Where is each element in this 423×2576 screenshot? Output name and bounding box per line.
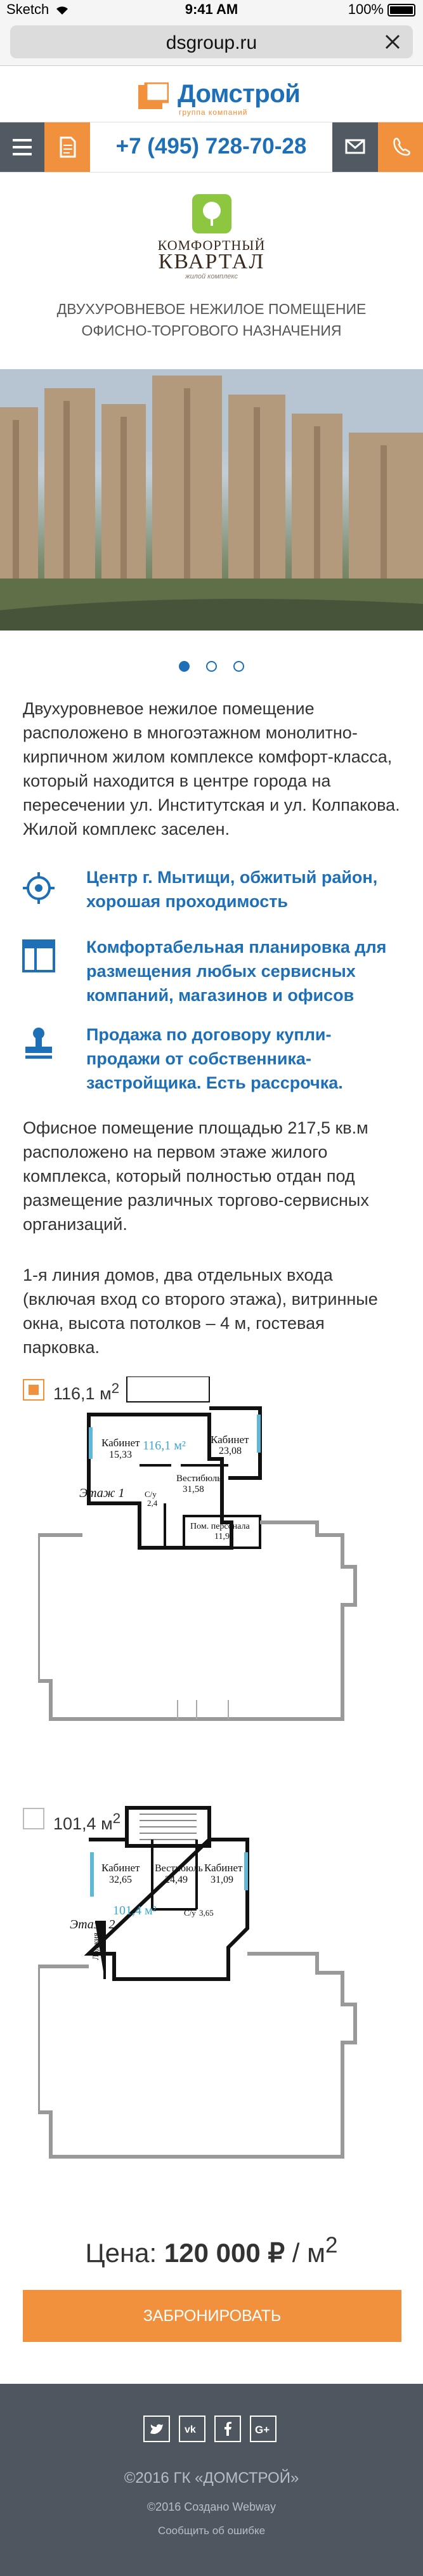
feature-text-2: Комфортабельная планировка для размещения любых сервисных компаний, магазинов и офисов bbox=[86, 938, 387, 1005]
menu-button[interactable] bbox=[0, 122, 44, 172]
price-value: 120 000 ₽ bbox=[164, 2238, 285, 2268]
documents-button[interactable] bbox=[44, 122, 90, 172]
slider-dot-1[interactable] bbox=[179, 661, 190, 672]
details-text: 1-я линия домов, два отдельных входа (включая вход со второго этажа), витринные окна, высота потолков – 4 м, гостевая парковка. bbox=[23, 1265, 378, 1357]
plan-2-room-4-size: 3,65 bbox=[199, 1908, 214, 1918]
vk-icon bbox=[180, 2417, 204, 2441]
description-text: Офисное помещение площадью 217,5 кв.м расположено на первом этаже жилого комплекса, который полностью отдан под размещение различных торгово-сервисных организаций. bbox=[23, 1118, 369, 1234]
plan-1-room-1-size: 15,33 bbox=[109, 1449, 132, 1460]
plan-2-room-1-name: Кабинет bbox=[101, 1862, 140, 1874]
plan-1-room-4-size: 2,4 bbox=[147, 1498, 158, 1508]
slider-dot-2[interactable] bbox=[206, 661, 217, 672]
slider-dot-3[interactable] bbox=[233, 661, 244, 672]
copyright: ©2016 ГК «ДОМСТРОЙ» bbox=[124, 2469, 299, 2487]
plan-1-room-2-name: Кабинет bbox=[211, 1434, 249, 1446]
plan-1-room-1-name: Кабинет bbox=[101, 1437, 140, 1449]
mail-icon bbox=[332, 122, 378, 172]
browser-address-bar bbox=[0, 19, 423, 66]
slider-pagination bbox=[0, 661, 423, 675]
plan-2-room-1-size: 32,65 bbox=[109, 1874, 132, 1885]
floor-plan-1[interactable] bbox=[38, 1376, 393, 1744]
twitter-button[interactable] bbox=[143, 2416, 170, 2442]
plan-1-room-4-name: С/у bbox=[145, 1489, 157, 1499]
email-button[interactable] bbox=[332, 122, 378, 172]
brand-name[interactable]: Домстрой bbox=[178, 80, 301, 108]
plan-2-room-3-name: Кабинет bbox=[204, 1862, 243, 1874]
project-logo-line1: КОМФОРТНЫЙ bbox=[157, 237, 266, 253]
url-field[interactable] bbox=[10, 25, 413, 58]
googleplus-icon bbox=[251, 2417, 275, 2441]
domstroy-logo-icon[interactable] bbox=[138, 82, 169, 110]
plan-2-room-5-name: Лоджия bbox=[91, 1932, 100, 1960]
floor-plan-2[interactable] bbox=[38, 1801, 393, 2182]
status-time: 9:41 AM bbox=[185, 1, 238, 17]
close-icon[interactable] bbox=[381, 30, 404, 53]
report-error-link[interactable]: Сообщить об ошибке bbox=[157, 2525, 266, 2537]
hamburger-icon bbox=[0, 122, 44, 172]
carrier: Sketch bbox=[6, 1, 69, 18]
layout-icon bbox=[22, 939, 56, 973]
plan-1-floor-label: Этаж 1 bbox=[79, 1486, 125, 1500]
hero-photo[interactable] bbox=[0, 369, 423, 631]
plan-1-total: 116,1 м² bbox=[143, 1439, 186, 1453]
document-icon bbox=[44, 122, 90, 172]
book-button[interactable]: ЗАБРОНИРОВАТЬ bbox=[23, 2290, 401, 2342]
plan-1-room-5-name: Пом. персонала bbox=[190, 1522, 250, 1531]
stamp-icon bbox=[22, 1026, 56, 1061]
googleplus-button[interactable] bbox=[250, 2416, 277, 2442]
plan-2-total: 101,4 м² bbox=[113, 1904, 157, 1918]
target-icon bbox=[22, 871, 56, 905]
facebook-button[interactable] bbox=[214, 2416, 241, 2442]
feature-text-1: Центр г. Мытищи, обжитый район, хорошая проходимость bbox=[86, 868, 378, 911]
feature-text-3: Продажа по договору купли-продажи от собственника-застройщика. Есть рассрочка. bbox=[86, 1025, 343, 1092]
tree-logo-icon bbox=[192, 194, 231, 233]
plan-1-room-5-size: 11,92 bbox=[214, 1532, 234, 1541]
vk-button[interactable] bbox=[179, 2416, 205, 2442]
project-logo-line3: жилой комплекс bbox=[185, 273, 238, 280]
plan-2-area: 101,4 $м^2$ bbox=[53, 1810, 121, 1833]
price: Цена: 120 000 ₽ / $м^2$ bbox=[85, 2233, 338, 2268]
url-text[interactable]: dsgroup.ru bbox=[166, 32, 257, 53]
intro-text: Двухуровневое нежилое помещение расположено в многоэтажном монолитно-кирпичном жилом комплексе комфорт-класса, который находится в центре города на пересечении ул. Институтская и ул. Колпакова. Жилой комплекс заселен. bbox=[23, 699, 400, 839]
brand-tagline: группа компаний bbox=[179, 108, 248, 117]
svg-text:G+: G+ bbox=[255, 2424, 270, 2436]
plan-1-room-3-size: 31,58 bbox=[183, 1484, 204, 1494]
plan-2-room-3-size: 31,09 bbox=[211, 1874, 233, 1885]
credits-link[interactable]: ©2016 Создано Webway bbox=[146, 2501, 277, 2513]
facebook-icon bbox=[216, 2417, 240, 2441]
plan-2-room-2-size: 24,49 bbox=[165, 1874, 188, 1885]
navigation-bar bbox=[0, 122, 423, 173]
svg-text:vk: vk bbox=[185, 2424, 196, 2435]
battery-icon bbox=[387, 4, 415, 16]
plan-1-room-2-size: 23,08 bbox=[219, 1446, 242, 1456]
phone-number-link[interactable]: +7 (495) 728-70-28 bbox=[115, 134, 307, 159]
plan-2-floor-label: Этаж 2 bbox=[70, 1918, 115, 1932]
price-label: Цена: bbox=[85, 2238, 157, 2268]
plan-1-room-3-name: Вестибюль bbox=[176, 1474, 222, 1484]
call-button[interactable] bbox=[378, 122, 423, 172]
twitter-icon bbox=[145, 2417, 169, 2441]
page-subtitle: ДВУХУРОВНЕВОЕ НЕЖИЛОЕ ПОМЕЩЕНИЕ ОФИСНО-ТОРГОВОГО НАЗНАЧЕНИЯ bbox=[56, 301, 367, 339]
plan-2-room-4-name: С/у bbox=[184, 1908, 196, 1918]
phone-icon bbox=[378, 122, 423, 172]
plan-2-room-2-name: Вестибюль bbox=[155, 1863, 203, 1874]
project-logo-line2: КВАРТАЛ bbox=[158, 250, 265, 273]
price-unit: / м bbox=[285, 2238, 325, 2268]
plan-1-area: 116,1 $м^2$ bbox=[53, 1380, 120, 1403]
battery-status: 100% bbox=[348, 1, 415, 18]
status-bar bbox=[0, 0, 423, 19]
